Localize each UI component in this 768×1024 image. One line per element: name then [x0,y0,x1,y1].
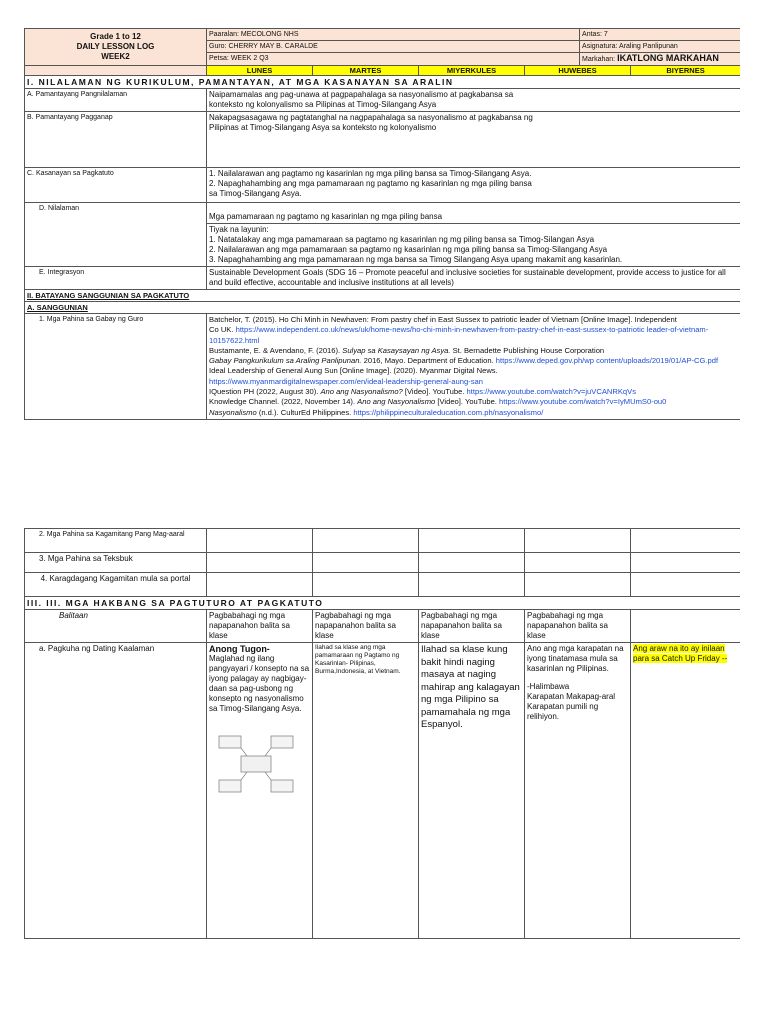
reference-link[interactable]: https://www.myanmardigitalnewspaper.com/en/ideal-leadership-general-aung-san [209,376,483,386]
reference-entry: Gabay Pangkurikulum sa Araling Panlipunan. 2016, Mayo. Department of Education. https://www.deped.gov.ph/wp content/uploads/2019/01/AP-CG.pdf [209,356,719,366]
integrasyon-text: Sustainable Development Goals (SDG 16 – Promote peaceful and inclusive societies for sustainable development, provide access to justice for all and build effective, accountable and inclusive institutions at all levels) [207,267,741,290]
asignatura-cell: Asignatura: Araling Panlipunan [580,41,740,53]
tiyak-na-layunin: Tiyak na layunin: 1. Natatalakay ang mga pamamaraan sa pagtamo ng kasarinlan ng mg piling bansa sa Timog-Silangan Asya 2. Nailalarawan ang mga pamamaraan sa pagtamo ng kasarinlan ng mga piling bansa sa Timog-Silangang Asya 3. Napaghahambing ang mga pamamaraan ng mga bansa sa Timog Silangang Asya upang makamit ang kasarinlan. [207,224,741,267]
dating-kaalaman-martes: Ilahad sa klase ang mga pamamaraan ng Pagtamo ng Kasarinlan- Pilipinas, Burma,Indonesia, at Vietnam. [313,643,419,939]
reference-entry: Bustamante, E. & Avendano, F. (2016). Sulyap sa Kasaysayan ng Asya. St. Bernadette Publishing House Corporation [209,345,605,355]
reference-entry: Knowledge Channel. (2022, November 14). Ano ang Nasyonalismo [Video]. YouTube. https://www.youtube.com/watch?v=IyMUmS0-ou0 [209,397,667,407]
balitaan-miyerkules: Pagbabahagi ng mga napapanahon balita sa klase [419,610,525,643]
day-miyerkules: MIYERKULES [419,66,525,76]
pamantayang-pagganap-text: Nakapagsasagawa ng pagtatanghal na nagpapahalaga sa nasyonalismo at pagkabansa ng Pilipinas at Timog-Silangang Asya sa konteksto ng kolonyalismo [207,112,741,168]
paaralan-cell: Paaralan: MECOLONG NHS [207,29,580,41]
integrasyon-label: E. Integrasyon [25,267,207,290]
antas-cell: Antas: 7 [580,29,740,41]
nilalaman-label: D. Nilalaman [25,203,207,267]
pamantayang-pagganap-label: B. Pamantayang Pagganap [25,112,207,168]
anong-tugon-text: Maglahad ng ilang pangyayari / konsepto na sa iyong palagay ay nagbigay-daan sa pag-usbong ng konsepto ng nasyonalismo sa Timog-Silangang Asya. [209,654,310,713]
lesson-log-page-1 [24,28,740,493]
antas-value: 7 [603,31,608,38]
reference-link[interactable]: https://www.deped.gov.ph/wp content/uploads/2019/01/AP-CG.pdf [495,356,719,366]
balitaan-huwebes: Pagbabahagi ng mga napapanahon balita sa klase [525,610,631,643]
balitaan-martes: Pagbabahagi ng mga napapanahon balita sa klase [313,610,419,643]
asignatura-value: Araling Panlipunan [619,43,678,50]
concept-map-diagram [215,732,297,796]
section-2-title: II. BATAYANG SANGGUNIAN SA PAGKATUTO [25,290,741,302]
reference-entry: Ideal Leadership of General Aung Sun [Online Image]. (2020). Myanmar Digital News. [209,366,498,376]
day-biyernes: BIYERNES [631,66,740,76]
title-line-3: WEEK2 [101,52,130,61]
karagdagang-kagamitan-label: 4. Karagdagang Kagamitan mula sa portal [25,573,207,597]
petsa-value: WEEK 2 Q3 [230,55,269,62]
reference-entry: Batchelor, T. (2015). Ho Chi Minh in Newhaven: From pastry chef in East Sussex to patriotic leader of Vietnam [Online Image]. Independent [209,315,677,324]
procedure-table [24,528,740,939]
day-lunes: LUNES [207,66,313,76]
day-huwebes: HUWEBES [525,66,631,76]
kasanayan-text: 1. Nailalarawan ang pagtamo ng kasarinlan ng mga piling bansa sa Timog-Silangang Asya. 2. Napaghahambing ang mga pamamaraan ng pagtamo ng kasarinlan ng mga piling bansa sa Timog-Silangang Asya. [207,168,741,203]
title-cell [25,29,207,66]
catch-up-friday-note: Ang araw na ito ay inilaan para sa Catch Up Friday -- [633,644,728,663]
reference-entry: IQuestion PH (2022, August 30). Ano ang Nasyonalismo? [Video]. YouTube. https://www.youtube.com/watch?v=juVCANRKqVs [209,387,637,397]
reference-entry: Nasyonalismo (n.d.). CulturEd Philippines. https://philippineculturaleducation.com.ph/nasyonalismo/ [209,407,544,417]
reference-link[interactable]: https://philippineculturaleducation.com.ph/nasyonalismo/ [353,407,544,417]
paaralan-value: MECOLONG NHS [240,31,299,38]
teksbuk-label: 3. Mga Pahina sa Teksbuk [25,553,207,573]
reference-entry: Co UK. https://www.independent.co.uk/news/uk/home-news/ho-chi-minh-in-newhaven-from-pastry-chef-in-east-sussex-to-patriotic leader-of-vietnam-10157622.html [209,325,709,345]
days-spacer [25,66,207,76]
markahan-cell: Markahan: IKATLONG MARKAHAN [580,53,740,66]
dating-kaalaman-lunes [207,643,313,939]
anong-tugon-title: Anong Tugon- [209,644,270,654]
balitaan-lunes: Pagbabahagi ng mga napapanahon balita sa klase [207,610,313,643]
section-1-title: I. NILALAMAN NG KURIKULUM, PAMANTAYAN, AT MGA KASANAYAN SA ARALIN [25,76,741,89]
dating-kaalaman-biyernes [631,643,741,939]
lesson-log-page-2 [24,528,740,946]
guro-cell: Guro: CHERRY MAY B. CARALDE [207,41,580,53]
section-3-title: III. III. MGA HAKBANG SA PAGTUTURO AT PAGKATUTO [25,597,741,610]
kagamitang-pang-mag-aaral-label: 2. Mga Pahina sa Kagamitang Pang Mag-aaral [25,529,207,553]
dating-kaalaman-huwebes: Ano ang mga karapatan na iyong tinatamasa mula sa kasarinlan ng Pilipinas. -Halimbawa Karapatan Makapag-aral Karapatan pumili ng relihiyon. [525,643,631,939]
reference-entry [209,377,738,387]
nilalaman-text: Mga pamamaraan ng pagtamo ng kasarinlan ng mga piling bansa [207,203,741,224]
reference-link[interactable]: https://www.youtube.com/watch?v=IyMUmS0-ou0 [499,397,667,407]
dating-kaalaman-miyerkules: Ilahad sa klase kung bakit hindi naging masaya at naging mahirap ang kalagayan ng mga Pilipino sa pamamahala ng mga Espanyol. [419,643,525,939]
guro-value: CHERRY MAY B. CARALDE [228,43,318,50]
title-line-1: Grade 1 to 12 [90,32,141,41]
header-table [24,28,740,420]
pamantayang-pangnilalaman-label: A. Pamantayang Pangnilalaman [25,89,207,112]
kasanayan-label: C. Kasanayan sa Pagkatuto [25,168,207,203]
references-list [207,314,741,420]
day-martes: MARTES [313,66,419,76]
gabay-ng-guro-label: 1. Mga Pahina sa Gabay ng Guro [25,314,207,420]
title-line-2: DAILY LESSON LOG [76,42,155,51]
pamantayang-pangnilalaman-text: Naipamamalas ang pag-unawa at pagpapahalaga sa nasyonalismo at pagkabansa sa konteksto ng kolonyalismo sa Pilipinas at Timog-Silangang Asya [207,89,741,112]
reference-link[interactable]: https://www.independent.co.uk/news/uk/home-news/ho-chi-minh-in-newhaven-from-pastry-chef-in-east-sussex-to-patriotic leader-of-vietnam-10157622.html [209,325,709,345]
dating-kaalaman-label: a. Pagkuha ng Dating Kaalaman [25,643,207,939]
petsa-cell: Petsa: WEEK 2 Q3 [207,53,580,66]
reference-link[interactable]: https://www.youtube.com/watch?v=juVCANRKqVs [466,387,637,397]
markahan-value: IKATLONG MARKAHAN [617,53,719,63]
balitaan-label: Balitaan [25,610,207,643]
sanggunian-title: A. SANGGUNIAN [25,302,741,314]
